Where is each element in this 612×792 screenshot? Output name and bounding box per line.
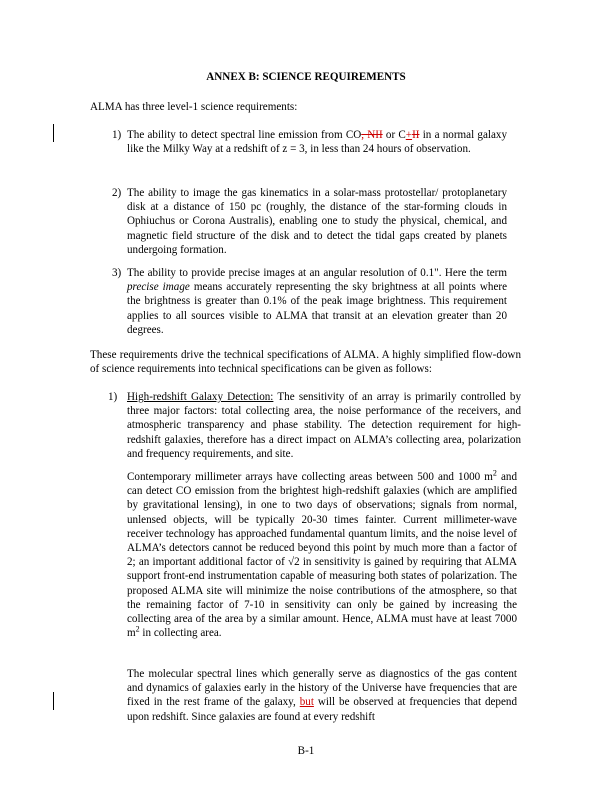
change-bar [53, 692, 54, 710]
para2-sup2: 2 [135, 624, 140, 634]
para2-sup: 2 [492, 468, 497, 478]
req1-text-b: or C [382, 129, 406, 141]
req3-text [127, 266, 507, 337]
req1-text-c: in a normal galaxy like the Milky Way at a redshift of z = 3, in less than 24 hours of observation. [127, 129, 507, 156]
item1-heading: High-redshift Galaxy Detection: [127, 391, 274, 403]
para3-text-a: The molecular spectral lines which generally serve as diagnostics of the gas content and dynamics of galaxies early in the history of the Universe have frequencies that are fixed in the rest frame of the galaxy, [127, 668, 517, 709]
para3-insertion: but [299, 696, 314, 709]
paragraph-collecting-area [127, 470, 517, 640]
req2-text: The ability to image the gas kinematics in a solar-mass protostellar/ protoplanetary disk at a distance of 150 pc (roughly, the distance of the star-forming clouds in Ophiuchus or Corona Australis), enabling one to study the physical, chemical, and magnetic field structure of the disk and to detect the tidal gaps created by planets undergoing formation. [127, 187, 507, 256]
paragraph-spectral-lines [127, 667, 517, 724]
para3-text-b: will be observed at frequencies that depend upon redshift. Since galaxies are found at every redshift [127, 696, 517, 723]
intro-text: ALMA has three level-1 science requirements: [90, 101, 298, 113]
item1-text [127, 390, 521, 461]
para2-text-b: and can detect CO emission from the brightest high-redshift galaxies (which are amplified by gravitational lensing), in one to two days of observations; signals from normal, unlensed objects, will be typically 20-30 times fainter. Current millimeter-wave receiver technology has approached fundamental quantum limits, and the noise level of ALMA’s detectors cannot be reduced beyond this point by much more than a factor of 2; an important additional factor of √2 in sensitivity is gained by requiring that ALMA support front-end instrumentation capable of measuring both states of polarization. The proposed ALMA site will minimize the noise contributions of the atmosphere, so that the remaining factor of 7-10 in sensitivity can only be gained by increasing the collecting area of the area by a similar amount. Hence, ALMA must have at least 7000 m [127, 471, 518, 640]
req3-italic: precise image [127, 281, 190, 294]
req3-number: 3) [112, 267, 122, 279]
para2-text-a: Contemporary millimeter arrays have collecting areas between 500 and 1000 m [127, 471, 493, 483]
req2-number: 2) [112, 187, 122, 199]
item1-number: 1) [108, 391, 118, 403]
req1-text-a: The ability to detect spectral line emission from CO [127, 129, 362, 141]
req1-deletion-2: II [412, 129, 420, 141]
para2-text-c: in collecting area. [139, 627, 222, 640]
req1-deletion-1: , NII [361, 129, 383, 141]
req1-number: 1) [112, 129, 122, 141]
req1-insertion: + [405, 129, 413, 141]
req1-text [127, 128, 507, 156]
flowdown-paragraph: These requirements drive the technical specifications of ALMA. A highly simplified flow-down of science requirements into technical specifications can be given as follows: [90, 349, 521, 376]
page-number: B-1 [297, 745, 315, 757]
item1-body: The sensitivity of an array is primarily controlled by three major factors: total collecting area, the noise performance of the receivers, and atmospheric transparency and phase stability. The detection requirement for high-redshift galaxies, therefore has a direct impact on ALMA’s collecting area, polarization and frequency requirements, and site. [127, 391, 521, 460]
req3-text-a: The ability to provide precise images at an angular resolution of 0.1". Here the term [127, 267, 507, 279]
req3-text-b: means accurately representing the sky brightness at all points where the brightness is greater than 0.1% of the peak image brightness. This requirement applies to all sources visible to ALMA that transit at an elevation greater than 20 degrees. [127, 281, 507, 336]
page-title: ANNEX B: SCIENCE REQUIREMENTS [206, 71, 406, 83]
change-bar [53, 124, 54, 142]
